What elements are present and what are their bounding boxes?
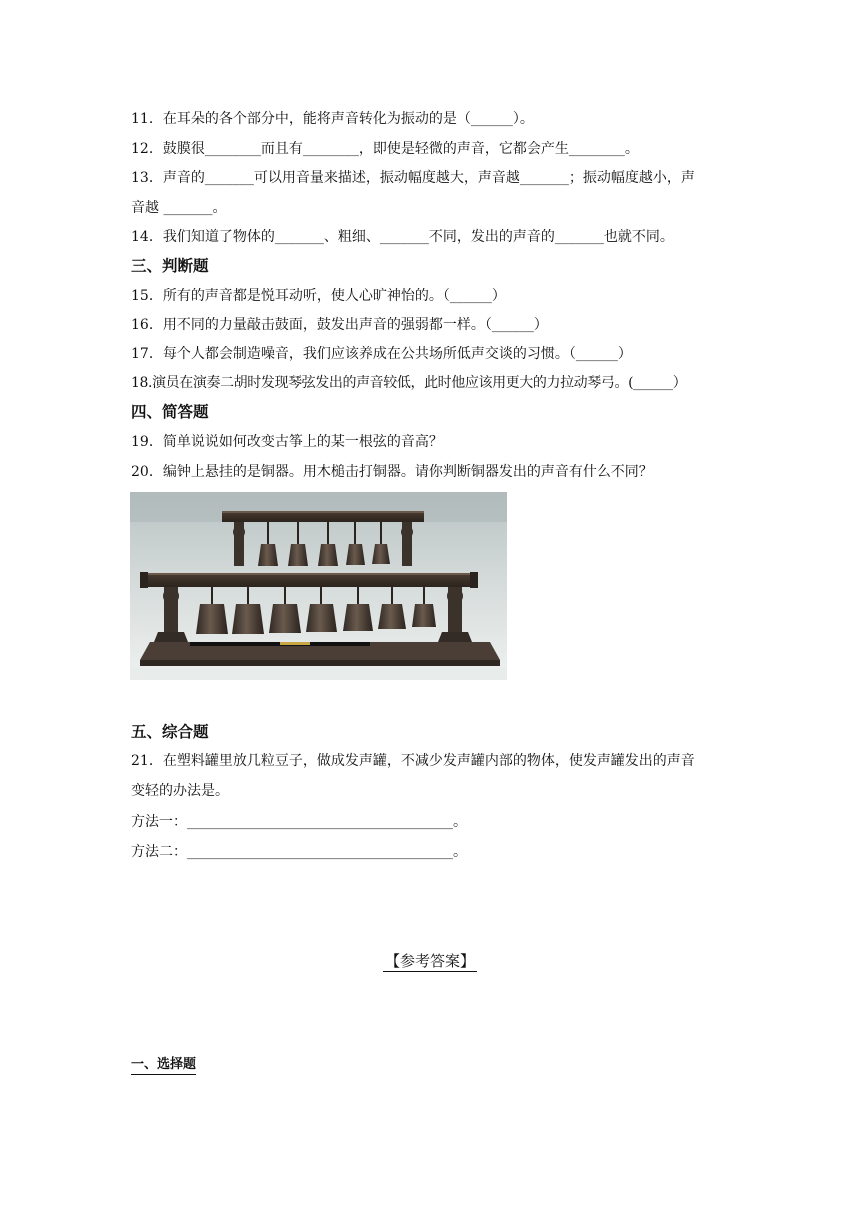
question-18: 18.演员在演奏二胡时发现琴弦发出的声音较低，此时他应该用更大的力拉动琴弓。(______） <box>131 375 687 391</box>
answer-key-title-text: 【参考答案】 <box>384 952 475 970</box>
question-13-line-1: 13．声音的_______可以用音量来描述，振动幅度越大，声音越_______；振动幅度越小，声 <box>131 170 695 186</box>
question-14: 14．我们知道了物体的_______、粗细、_______不同，发出的声音的_______也就不同。 <box>131 229 674 245</box>
question-19: 19．简单说说如何改变古筝上的某一根弦的音高？ <box>131 434 443 450</box>
question-15: 15．所有的声音都是悦耳动听，使人心旷神怡的。（______） <box>131 288 506 304</box>
question-21-line-1: 21．在塑料罐里放几粒豆子，做成发声罐，不减少发声罐内部的物体，使发声罐发出的声音 <box>131 753 695 769</box>
section-4-heading: 四、简答题 <box>131 403 209 421</box>
section-3-heading: 三、判断题 <box>131 257 209 275</box>
question-12: 12．鼓膜很________而且有________，即使是轻微的声音，它都会产生________。 <box>131 141 639 157</box>
question-17: 17．每个人都会制造噪音，我们应该养成在公共场所低声交谈的习惯。（______） <box>131 346 632 362</box>
section-5-heading: 五、综合题 <box>131 723 209 741</box>
question-20: 20．编钟上悬挂的是铜器。用木槌击打铜器。请你判断铜器发出的声音有什么不同？ <box>131 464 653 480</box>
bianzhong-bells-photo <box>130 492 507 680</box>
question-13-line-2: 音越 _______。 <box>131 200 227 216</box>
question-16: 16．用不同的力量敲击鼓面，鼓发出声音的强弱都一样。（______） <box>131 317 548 333</box>
answer-key-title <box>0 950 860 972</box>
answer-section-1-heading: 一、选择题 <box>131 1056 196 1075</box>
question-21-line-2: 变轻的办法是。 <box>131 783 229 799</box>
question-11: 11．在耳朵的各个部分中，能将声音转化为振动的是（______）。 <box>131 111 534 127</box>
method-1: 方法一：______________________________________。 <box>131 814 467 830</box>
method-2: 方法二：______________________________________。 <box>131 844 467 860</box>
